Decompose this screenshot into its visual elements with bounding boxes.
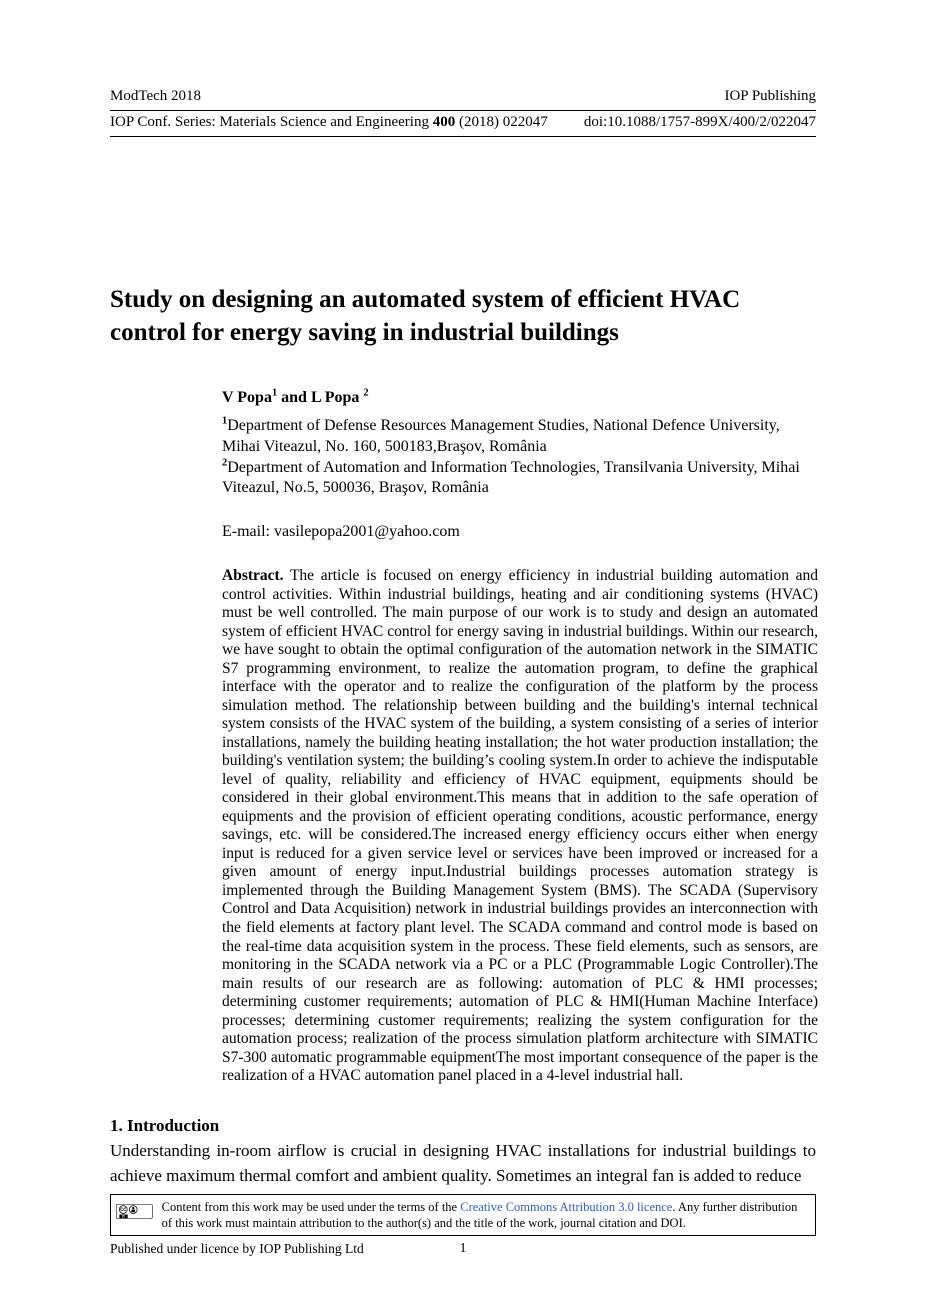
author-2: and L Popa: [277, 389, 364, 406]
cc-by-icon: [116, 1198, 153, 1225]
issue-info: (2018) 022047: [458, 114, 548, 130]
paper-title: Study on designing an automated system of efficient HVAC control for energy saving in industrial buildings: [110, 286, 741, 346]
affiliation-2-mark: 2: [222, 457, 228, 469]
page-number: 1: [459, 1241, 467, 1256]
page-footer: [110, 1194, 816, 1260]
abstract-label: Abstract.: [222, 567, 284, 585]
affiliation-2-text: Department of Automation and Information Technologies, Transilvania University, Mihai Viteazul, No.5, 500036, Braşov, România: [222, 458, 800, 497]
citation-line: [110, 111, 816, 137]
license-suffix: . Any further distribution of this work must maintain attribution to the author(s) and the title of the work, journal citation and DOI.: [161, 1199, 798, 1230]
license-text: [162, 1198, 808, 1232]
publisher-name: IOP Publishing: [724, 88, 816, 104]
author-1: V Popa: [222, 389, 272, 406]
author-block: [222, 389, 818, 499]
affiliation-1: [222, 416, 818, 458]
abstract-block: [222, 567, 818, 1085]
running-head: [110, 88, 816, 111]
abstract-text: The article is focused on energy efficiency in industrial building automation and control activities. Within industrial buildings, heating and air conditioning systems (HVAC) must be well controlled. The main purpose of our work is to study and design an automated system of efficient HVAC control for energy saving in industrial buildings. Within our research, we have sought to obtain the optimal configuration of the automation network in the SIMATIC S7 programming environment, to realize the automation program, to define the graphical interface with the operator and to realize the configuration of the platform by the process simulation method. The relationship between building and the building's internal technical system consists of the HVAC system of the building, a system consisting of a series of interior installations, namely the building heating installation; the hot water production installation; the building's ventilation system; the building’s cooling system.In order to achieve the indisputable level of quality, reliability and efficiency of HVAC equipment, equipments should be considered in their global environment.This means that in addition to the safe operation of equipments and the provision of efficient operating conditions, acoustic performance, energy savings, etc. will be considered.The increased energy efficiency occurs either when energy input is reduced for a given service level or services have been improved or increased for a given amount of energy input.Industrial buildings processes automation strategy is implemented through the Building Management System (BMS). The SCADA (Supervisory Control and Data Acquisition) network in industrial buildings provides an interconnection with the field elements at factory plant level. The SCADA command and control mode is based on the real-time data acquisition system in the process. These field elements, such as sensors, are monitoring in the SCADA network via a PC or a PLC (Programmable Logic Controller).The main results of our research are as following: automation of PLC & HMI processes; determining customer requirements; automation of PLC & HMI(Human Machine Interface) processes; determining customer requirements; realizing the system configuration for the automation process; realization of the process simulation platform architecture with SIMATIC S7-300 automatic programmable equipmentThe most important consequence of the paper is the realization of a HVAC automation panel placed in a 4-level industrial hall.: [222, 567, 818, 1085]
author-1-affil-mark: 1: [271, 387, 278, 399]
affiliation-2: [222, 458, 818, 500]
section-heading-introduction: 1. Introduction: [110, 1115, 220, 1135]
volume-number: 400: [432, 114, 456, 130]
series-citation: [110, 114, 548, 131]
series-title: IOP Conf. Series: Materials Science and Engineering: [110, 114, 429, 130]
license-box: [110, 1194, 816, 1237]
email-line: E-mail: vasilepopa2001@yahoo.com: [222, 523, 460, 541]
footer-bottom-row: [110, 1241, 816, 1259]
conference-name: ModTech 2018: [110, 88, 202, 104]
affiliation-1-mark: 1: [222, 415, 228, 427]
published-line: Published under licence by IOP Publishing Ltd: [110, 1241, 364, 1256]
affiliation-1-text: Department of Defense Resources Management Studies, National Defence University, Mihai Viteazul, No. 160, 500183,Braşov, România: [222, 417, 780, 455]
authors-line: [222, 389, 818, 407]
creative-commons-link[interactable]: Creative Commons Attribution 3.0 licence: [460, 1199, 673, 1214]
author-2-affil-mark: 2: [363, 387, 369, 399]
introduction-paragraph: Understanding in-room airflow is crucial in designing HVAC installations for industrial buildings to achieve maximum thermal comfort and ambient quality. Sometimes an integral fan is added to reduce: [110, 1140, 816, 1186]
svg-text:CC: CC: [120, 1206, 127, 1212]
svg-text:BY: BY: [121, 1214, 126, 1219]
doi-text: doi:10.1088/1757-899X/400/2/022047: [583, 114, 816, 130]
license-prefix: Content from this work may be used under the terms of the: [161, 1199, 458, 1214]
